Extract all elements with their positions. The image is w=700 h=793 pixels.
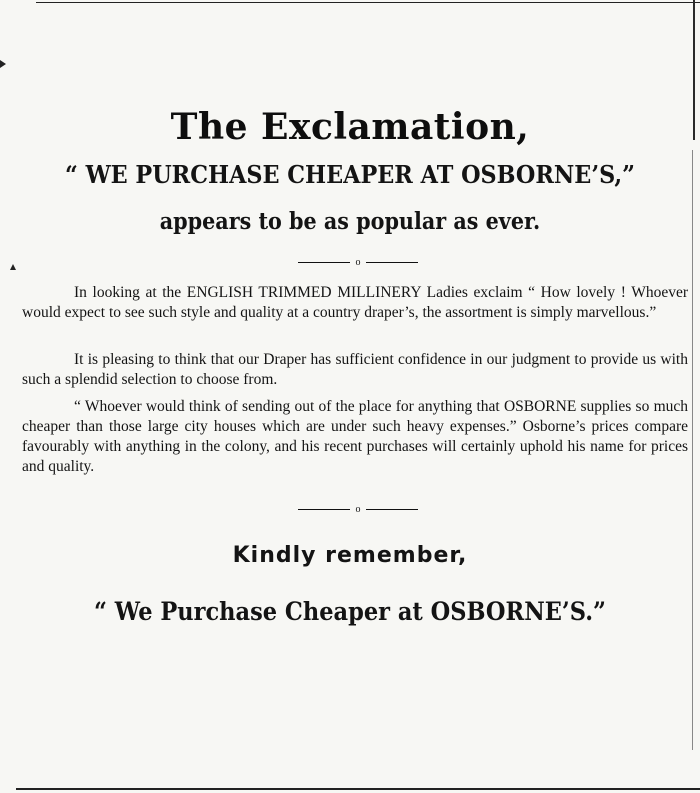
divider-line xyxy=(298,509,350,510)
divider-line xyxy=(298,262,350,263)
ad-title: The Exclamation, xyxy=(170,106,530,148)
divider-line xyxy=(366,509,418,510)
top-rule xyxy=(36,2,700,3)
margin-ink-mark xyxy=(10,264,16,270)
ornament-divider xyxy=(298,257,418,269)
body-paragraph-millinery: In looking at the ENGLISH TRIMMED MILLINERY Ladies exclaim “ How lovely ! Whoever would expect to see such style and quality at a country draper’s, the assortment is simply marvellous.” xyxy=(22,284,688,321)
column-edge-faint xyxy=(692,150,693,750)
body-paragraph-confidence: It is pleasing to think that our Draper has sufficient confidence in our judgment to provide us with such a splendid selection to choose from. xyxy=(22,351,688,388)
ornament-divider xyxy=(298,504,418,516)
closing-slogan: “ We Purchase Cheaper at OSBORNE’S.” xyxy=(93,597,606,626)
divider-circle: o xyxy=(355,257,361,268)
ad-tagline: appears to be as popular as ever. xyxy=(159,208,541,235)
kindly-remember-heading: Kindly remember, xyxy=(232,543,468,568)
bottom-rule xyxy=(16,788,700,790)
divider-circle: o xyxy=(355,504,361,515)
margin-arrow-mark xyxy=(0,60,6,68)
body-paragraph-prices: “ Whoever would think of sending out of the place for anything that OSBORNE supplies so much cheaper than those large city houses which are under such heavy expenses.” Osborne’s prices compare favourably with anything in the colony, and his recent purchases will certainly uphold his name for prices and quality. xyxy=(22,398,688,475)
divider-line xyxy=(366,262,418,263)
ad-subtitle: “ WE PURCHASE CHEAPER AT OSBORNE’S,” xyxy=(64,160,636,189)
